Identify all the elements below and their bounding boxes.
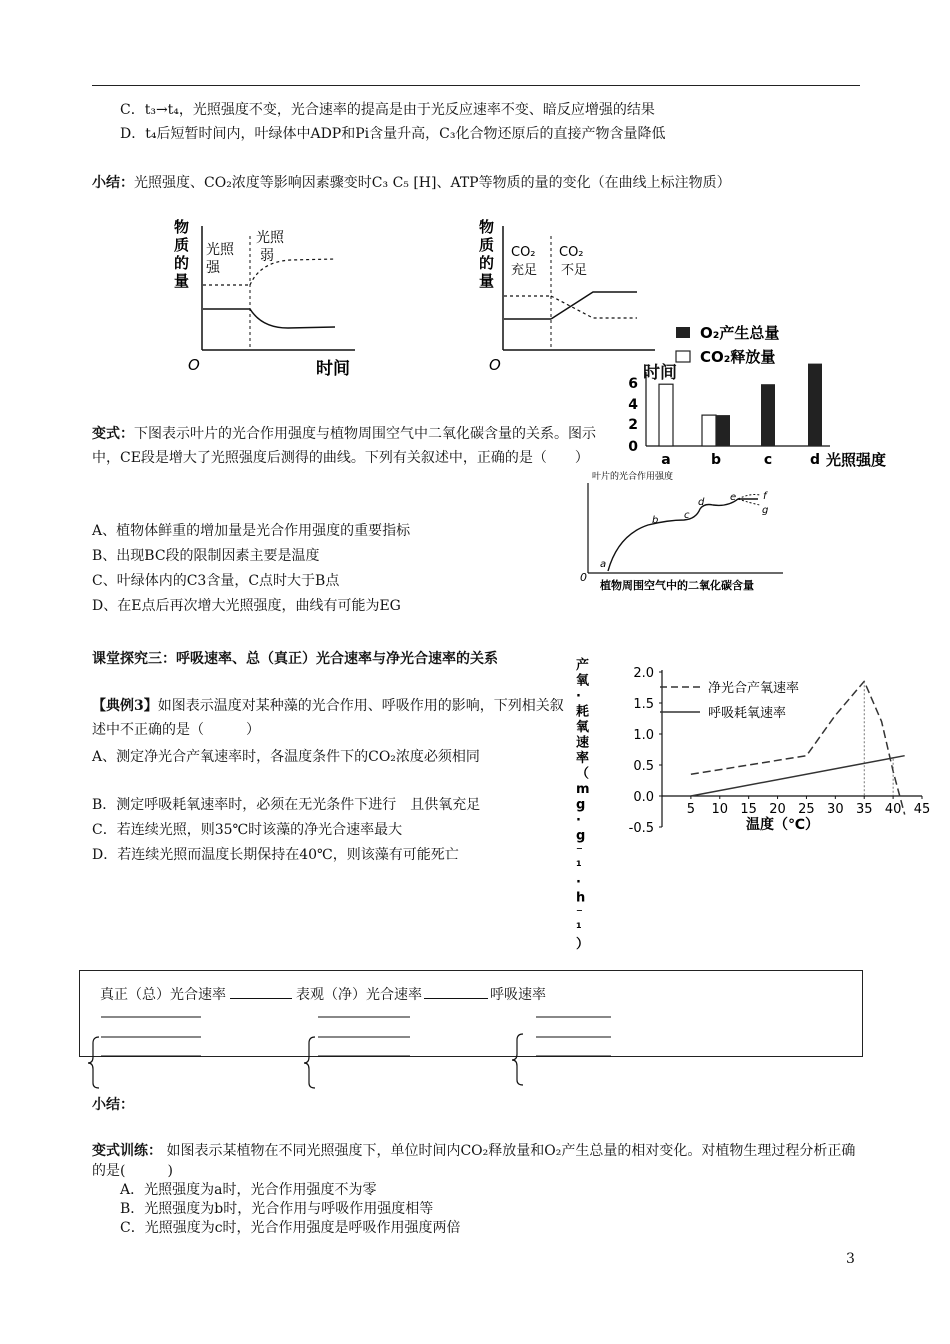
bar-o2-d bbox=[808, 364, 822, 446]
temp-ytick: 2.0 bbox=[633, 666, 654, 681]
header-rule bbox=[92, 85, 860, 86]
example-3-option-c: C．若连续光照，则35℃时该藻的净光合速率最大 bbox=[92, 822, 403, 838]
variant-2-text: 如图表示某植物在不同光照强度下，单位时间内CO₂释放量和O₂产生总量的相对变化。对植物生理过程分析正确的是( ) bbox=[92, 1143, 856, 1179]
temp-xtick: 40 bbox=[884, 802, 902, 817]
temp-ylabel-char: g bbox=[576, 797, 586, 813]
variant-2-label: 变式训练： bbox=[92, 1143, 162, 1159]
fig2-origin: O bbox=[489, 356, 501, 374]
example-3-option-d: D．若连续光照而温度长期保持在40℃，则该藻有可能死亡 bbox=[92, 847, 459, 863]
fig2-ylabel-2: 的 bbox=[479, 254, 495, 272]
example-3-option-a: A、测定净光合产氧速率时，各温度条件下的CO₂浓度必须相同 bbox=[92, 749, 480, 765]
fig1-strong-1: 强 bbox=[206, 260, 220, 276]
fig1-origin: O bbox=[188, 356, 200, 374]
net-photosynthesis-line bbox=[691, 681, 905, 814]
fig1-lower-curve bbox=[250, 309, 335, 328]
legend-net-label: 净光合产氧速率 bbox=[708, 681, 800, 696]
temp-xtick: 15 bbox=[740, 802, 757, 817]
option-c-top: C．t₃→t₄，光照强度不变，光合速率的提高是由于光反应速率不变、暗反应增强的结果 bbox=[120, 102, 655, 118]
fig1-ylabel-1: 质 bbox=[174, 236, 190, 254]
temp-xtick: 20 bbox=[769, 802, 786, 817]
temp-ylabel-char: 氧 bbox=[576, 720, 590, 735]
temperature-chart bbox=[570, 655, 940, 952]
temp-ylabel-char: 氧 bbox=[576, 673, 590, 689]
fig3-xlabel: 植物周围空气中的二氧化碳含量 bbox=[600, 579, 754, 592]
temp-ylabel-char: ） bbox=[576, 937, 590, 952]
rate-row bbox=[100, 985, 546, 1005]
variant-1-label: 变式： bbox=[92, 426, 134, 442]
summary-1-text: 光照强度、CO₂浓度等影响因素骤变时C₃ C₅ [H]、ATP等物质的量的变化（在曲线上标注物质） bbox=[134, 175, 731, 191]
variant-1-option-c: C、叶绿体内的C3含量，C点时大于B点 bbox=[92, 573, 340, 589]
fig1-ylabel-2: 的 bbox=[174, 254, 190, 272]
fig2-enough-0: CO₂ bbox=[511, 245, 536, 260]
bar-ytick-2: 2 bbox=[628, 417, 638, 433]
variant-2-option-c: C．光照强度为c时，光合作用强度是呼吸作用强度两倍 bbox=[120, 1220, 461, 1236]
fig3-branch-g bbox=[738, 499, 760, 505]
temp-xtick: 25 bbox=[798, 802, 815, 817]
variant-2-intro bbox=[92, 1141, 867, 1181]
bar-category-a: a bbox=[661, 452, 671, 468]
fig2-upper-curve bbox=[551, 296, 637, 318]
legend-co2-swatch bbox=[676, 351, 690, 362]
fig2-xlabel: 时间 bbox=[643, 363, 677, 383]
co2-photosynthesis-figure bbox=[578, 465, 798, 595]
true-rate-label: 真正（总）光合速率 bbox=[100, 987, 226, 1003]
temp-ytick: -0.5 bbox=[628, 821, 654, 836]
temp-ytick: 1.0 bbox=[633, 728, 654, 743]
fig3-point-f: f bbox=[763, 491, 767, 502]
temp-ytick: 1.5 bbox=[633, 697, 654, 712]
fig3-point-c: c bbox=[684, 510, 690, 521]
fig2-lack-1: 不足 bbox=[561, 263, 588, 278]
fig1-ylabel-0: 物 bbox=[174, 218, 190, 236]
variant-1-option-a: A、植物体鲜重的增加量是光合作用强度的重要指标 bbox=[92, 523, 411, 539]
temp-ylabel-char: ⁻ bbox=[576, 906, 583, 921]
legend-resp-label: 呼吸耗氧速率 bbox=[708, 706, 787, 721]
fig2-ylabel-3: 量 bbox=[479, 272, 495, 290]
variant-1-option-b: B、出现BC段的限制因素主要是温度 bbox=[92, 548, 320, 564]
example-3-option-b: B．测定呼吸耗氧速率时，必须在无光条件下进行 且供氧充足 bbox=[92, 797, 481, 813]
fig1-strong-0: 光照 bbox=[206, 242, 234, 258]
variant-1-intro bbox=[92, 422, 602, 470]
example-3-tag: 【典例3】 bbox=[92, 698, 158, 714]
bar-ytick-0: 0 bbox=[628, 439, 638, 455]
page-number: 3 bbox=[846, 1251, 855, 1267]
summary-1 bbox=[92, 173, 731, 193]
variant-1-text: 下图表示叶片的光合作用强度与植物周围空气中二氧化碳含量的关系。图示中，CE段是增大了光照强度后测得的曲线。下列有关叙述中，正确的是（ ） bbox=[92, 426, 596, 466]
brace-1 bbox=[88, 1037, 99, 1088]
temp-ytick: 0.0 bbox=[633, 790, 654, 805]
temp-ylabel-char: · bbox=[576, 689, 581, 704]
temp-ylabel-char: 产 bbox=[576, 658, 590, 673]
bar-ytick-6: 6 bbox=[628, 376, 638, 392]
variant-2-option-a: A．光照强度为a时，光合作用强度不为零 bbox=[120, 1182, 377, 1198]
temp-ylabel-char: ¹ bbox=[576, 859, 582, 875]
fig2-enough-1: 充足 bbox=[511, 263, 538, 278]
variant-1-option-d: D、在E点后再次增大光照强度，曲线有可能为EG bbox=[92, 598, 401, 614]
brace-2 bbox=[304, 1037, 315, 1088]
temp-ylabel-char: · bbox=[576, 875, 581, 890]
temp-ylabel-char: · bbox=[576, 813, 581, 828]
temp-xlabel: 温度（℃） bbox=[746, 817, 819, 833]
fig1-weak-1: 弱 bbox=[260, 248, 274, 264]
legend-o2-label: O₂产生总量 bbox=[700, 324, 780, 342]
fig2-ylabel-1: 质 bbox=[479, 236, 495, 254]
summary-1-label: 小结： bbox=[92, 175, 134, 191]
fig2-lack-0: CO₂ bbox=[559, 245, 584, 260]
blank-net-rate[interactable] bbox=[424, 998, 488, 999]
fig1-weak-0: 光照 bbox=[256, 230, 284, 246]
temp-ylabel-char: （ bbox=[576, 766, 590, 782]
fig1-ylabel-3: 量 bbox=[174, 272, 190, 290]
fig3-point-g: g bbox=[762, 505, 769, 516]
temp-ylabel-char: h bbox=[576, 890, 586, 906]
summary-2-label: 小结： bbox=[92, 1097, 134, 1113]
bar-category-b: b bbox=[710, 452, 722, 468]
fig3-point-d: d bbox=[698, 497, 705, 508]
temp-xtick: 45 bbox=[913, 802, 931, 817]
temp-xtick: 35 bbox=[855, 802, 873, 817]
legend-o2-swatch bbox=[676, 327, 690, 338]
section-3-title: 课堂探究三：呼吸速率、总（真正）光合速率与净光合速率的关系 bbox=[92, 651, 498, 667]
temp-xtick: 10 bbox=[711, 802, 729, 817]
bar-co2-b bbox=[702, 415, 716, 446]
light-change-figure bbox=[170, 212, 370, 387]
fig2-ylabel-0: 物 bbox=[479, 218, 495, 236]
temp-ylabel-char: g bbox=[576, 828, 586, 844]
temp-ylabel-char: 耗 bbox=[576, 704, 590, 720]
blank-true-rate[interactable] bbox=[230, 998, 292, 999]
bar-category-d: d bbox=[809, 452, 821, 468]
fig3-origin: 0 bbox=[580, 571, 587, 584]
fig2-lower-curve bbox=[551, 292, 637, 319]
net-rate-label: 表观（净）光合速率 bbox=[296, 987, 422, 1003]
bar-o2-c bbox=[761, 384, 775, 446]
respiration-line bbox=[691, 756, 905, 796]
temp-ylabel-char: m bbox=[576, 782, 590, 797]
temp-xtick: 5 bbox=[686, 802, 696, 817]
bar-category-c: c bbox=[763, 452, 773, 468]
bar-chart bbox=[620, 318, 900, 470]
bar-ytick-4: 4 bbox=[628, 397, 638, 413]
fig3-ylabel: 叶片的光合作用强度 bbox=[592, 472, 674, 482]
fig3-point-b: b bbox=[652, 515, 659, 526]
fig3-point-e: e bbox=[730, 492, 737, 503]
temp-ylabel-char: ¹ bbox=[576, 921, 582, 937]
resp-rate-label: 呼吸速率 bbox=[490, 987, 546, 1003]
temp-ylabel-char: ⁻ bbox=[576, 844, 583, 859]
temp-ytick: 0.5 bbox=[633, 759, 654, 774]
example-3-text: 如图表示温度对某种藻的光合作用、呼吸作用的影响，下列相关叙述中不正确的是（ ） bbox=[92, 698, 564, 738]
option-d-top: D．t₄后短暂时间内，叶绿体中ADP和Pi含量升高，C₃化合物还原后的直接产物含量降低 bbox=[120, 126, 666, 142]
variant-2-option-b: B．光照强度为b时，光合作用与呼吸作用强度相等 bbox=[120, 1201, 434, 1217]
bar-xlabel: 光照强度 bbox=[826, 451, 887, 469]
legend-co2-label: CO₂释放量 bbox=[700, 348, 776, 366]
temp-ylabel-char: 率 bbox=[576, 751, 590, 766]
bar-co2-a bbox=[659, 384, 673, 446]
brace-3 bbox=[512, 1034, 523, 1085]
temp-ylabel-char: 速 bbox=[576, 735, 590, 751]
bar-o2-b bbox=[716, 415, 730, 446]
fig1-xlabel: 时间 bbox=[316, 359, 350, 379]
fig3-point-a: a bbox=[600, 559, 607, 570]
example-3 bbox=[92, 694, 572, 742]
answer-braces bbox=[85, 1010, 645, 1090]
temp-xtick: 30 bbox=[827, 802, 844, 817]
fig3-curve bbox=[608, 499, 758, 571]
